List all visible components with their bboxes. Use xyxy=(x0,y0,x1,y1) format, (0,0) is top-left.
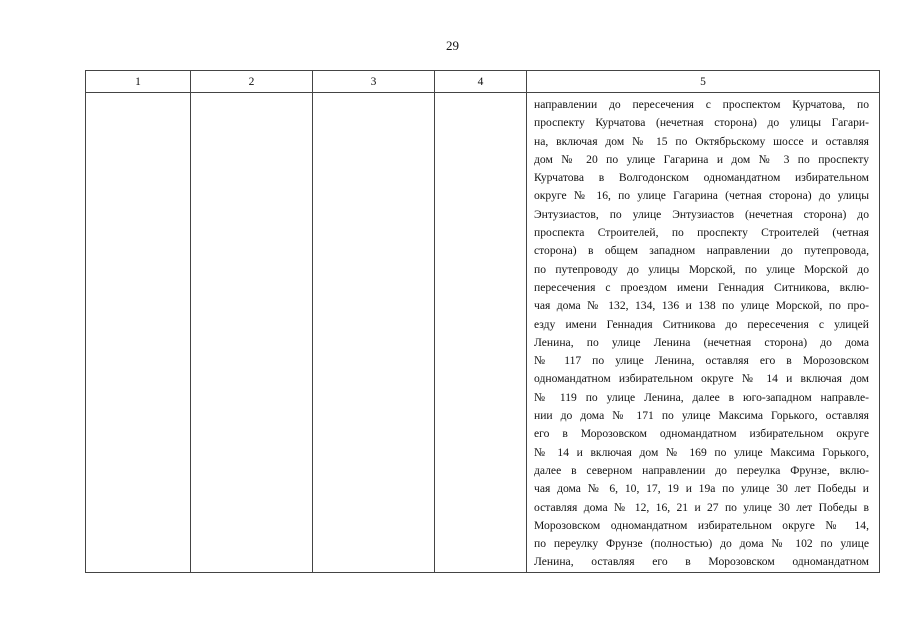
text-line: его в Морозовском одномандатном избирательном округе xyxy=(534,427,869,441)
text-line: пересечения с проездом имени Геннадия Ситникова, вклю- xyxy=(534,280,869,294)
text-line: № 14 и включая дом № 169 по улице Максима Горького, xyxy=(534,445,869,459)
text-line: проспекта Строителей, по проспекту Строителей (четная xyxy=(534,226,869,240)
header-col-5: 5 xyxy=(527,71,880,93)
document-table xyxy=(85,70,880,573)
cell-col-1 xyxy=(86,93,191,573)
text-line: Курчатова в Волгодонском одномандатном избирательном xyxy=(534,171,869,185)
cell-col-4 xyxy=(435,93,527,573)
cell-col-2 xyxy=(191,93,313,573)
header-col-4: 4 xyxy=(435,71,527,93)
text-line: сторона) в общем западном направлении до путепровода, xyxy=(534,244,869,258)
text-line: далее в северном направлении до переулка Фрунзе, вклю- xyxy=(534,463,869,477)
text-line: проспекту Курчатова (нечетная сторона) до улицы Гагари- xyxy=(534,116,869,130)
text-line: езду имени Геннадия Ситникова до пересечения с улицей xyxy=(534,317,869,331)
text-line: одномандатном избирательном округе № 14 и включая дом xyxy=(534,372,869,386)
page-number: 29 xyxy=(446,38,459,53)
text-line: Морозовском одномандатном избирательном округе № 14, xyxy=(534,518,869,532)
table-header-row xyxy=(86,71,880,93)
text-line: чая дома № 132, 134, 136 и 138 по улице Морской, по про- xyxy=(534,299,869,313)
text-line: направлении до пересечения с проспектом Курчатова, по xyxy=(534,98,869,111)
text-line: Ленина, оставляя его в Морозовском одномандатном xyxy=(534,555,869,569)
cell-col-5-text xyxy=(527,93,880,573)
text-line: на, включая дом № 15 по Октябрьскому шоссе и оставляя xyxy=(534,134,869,148)
table-row xyxy=(86,93,880,573)
text-line: нии до дома № 171 по улице Максима Горького, оставляя xyxy=(534,409,869,423)
header-col-3: 3 xyxy=(313,71,435,93)
text-line: № 117 по улице Ленина, оставляя его в Морозовском xyxy=(534,354,869,368)
text-line: по переулку Фрунзе (полностью) до дома № 102 по улице xyxy=(534,537,869,551)
text-line: по путепроводу до улицы Морской, по улице Морской до xyxy=(534,262,869,276)
text-line: Энтузиастов, по улице Энтузиастов (нечетная сторона) до xyxy=(534,207,869,221)
text-line: № 119 по улице Ленина, далее в юго-западном направле- xyxy=(534,390,869,404)
text-line: оставляя дома № 12, 16, 21 и 27 по улице 30 лет Победы в xyxy=(534,500,869,514)
text-line: дом № 20 по улице Гагарина и дом № 3 по проспекту xyxy=(534,152,869,166)
header-col-1: 1 xyxy=(86,71,191,93)
text-line: чая дома № 6, 10, 17, 19 и 19а по улице 30 лет Победы и xyxy=(534,482,869,496)
text-line: Ленина, по улице Ленина (нечетная сторона) до дома xyxy=(534,335,869,349)
header-col-2: 2 xyxy=(191,71,313,93)
cell-col-3 xyxy=(313,93,435,573)
text-line: округе № 16, по улице Гагарина (четная сторона) до улицы xyxy=(534,189,869,203)
